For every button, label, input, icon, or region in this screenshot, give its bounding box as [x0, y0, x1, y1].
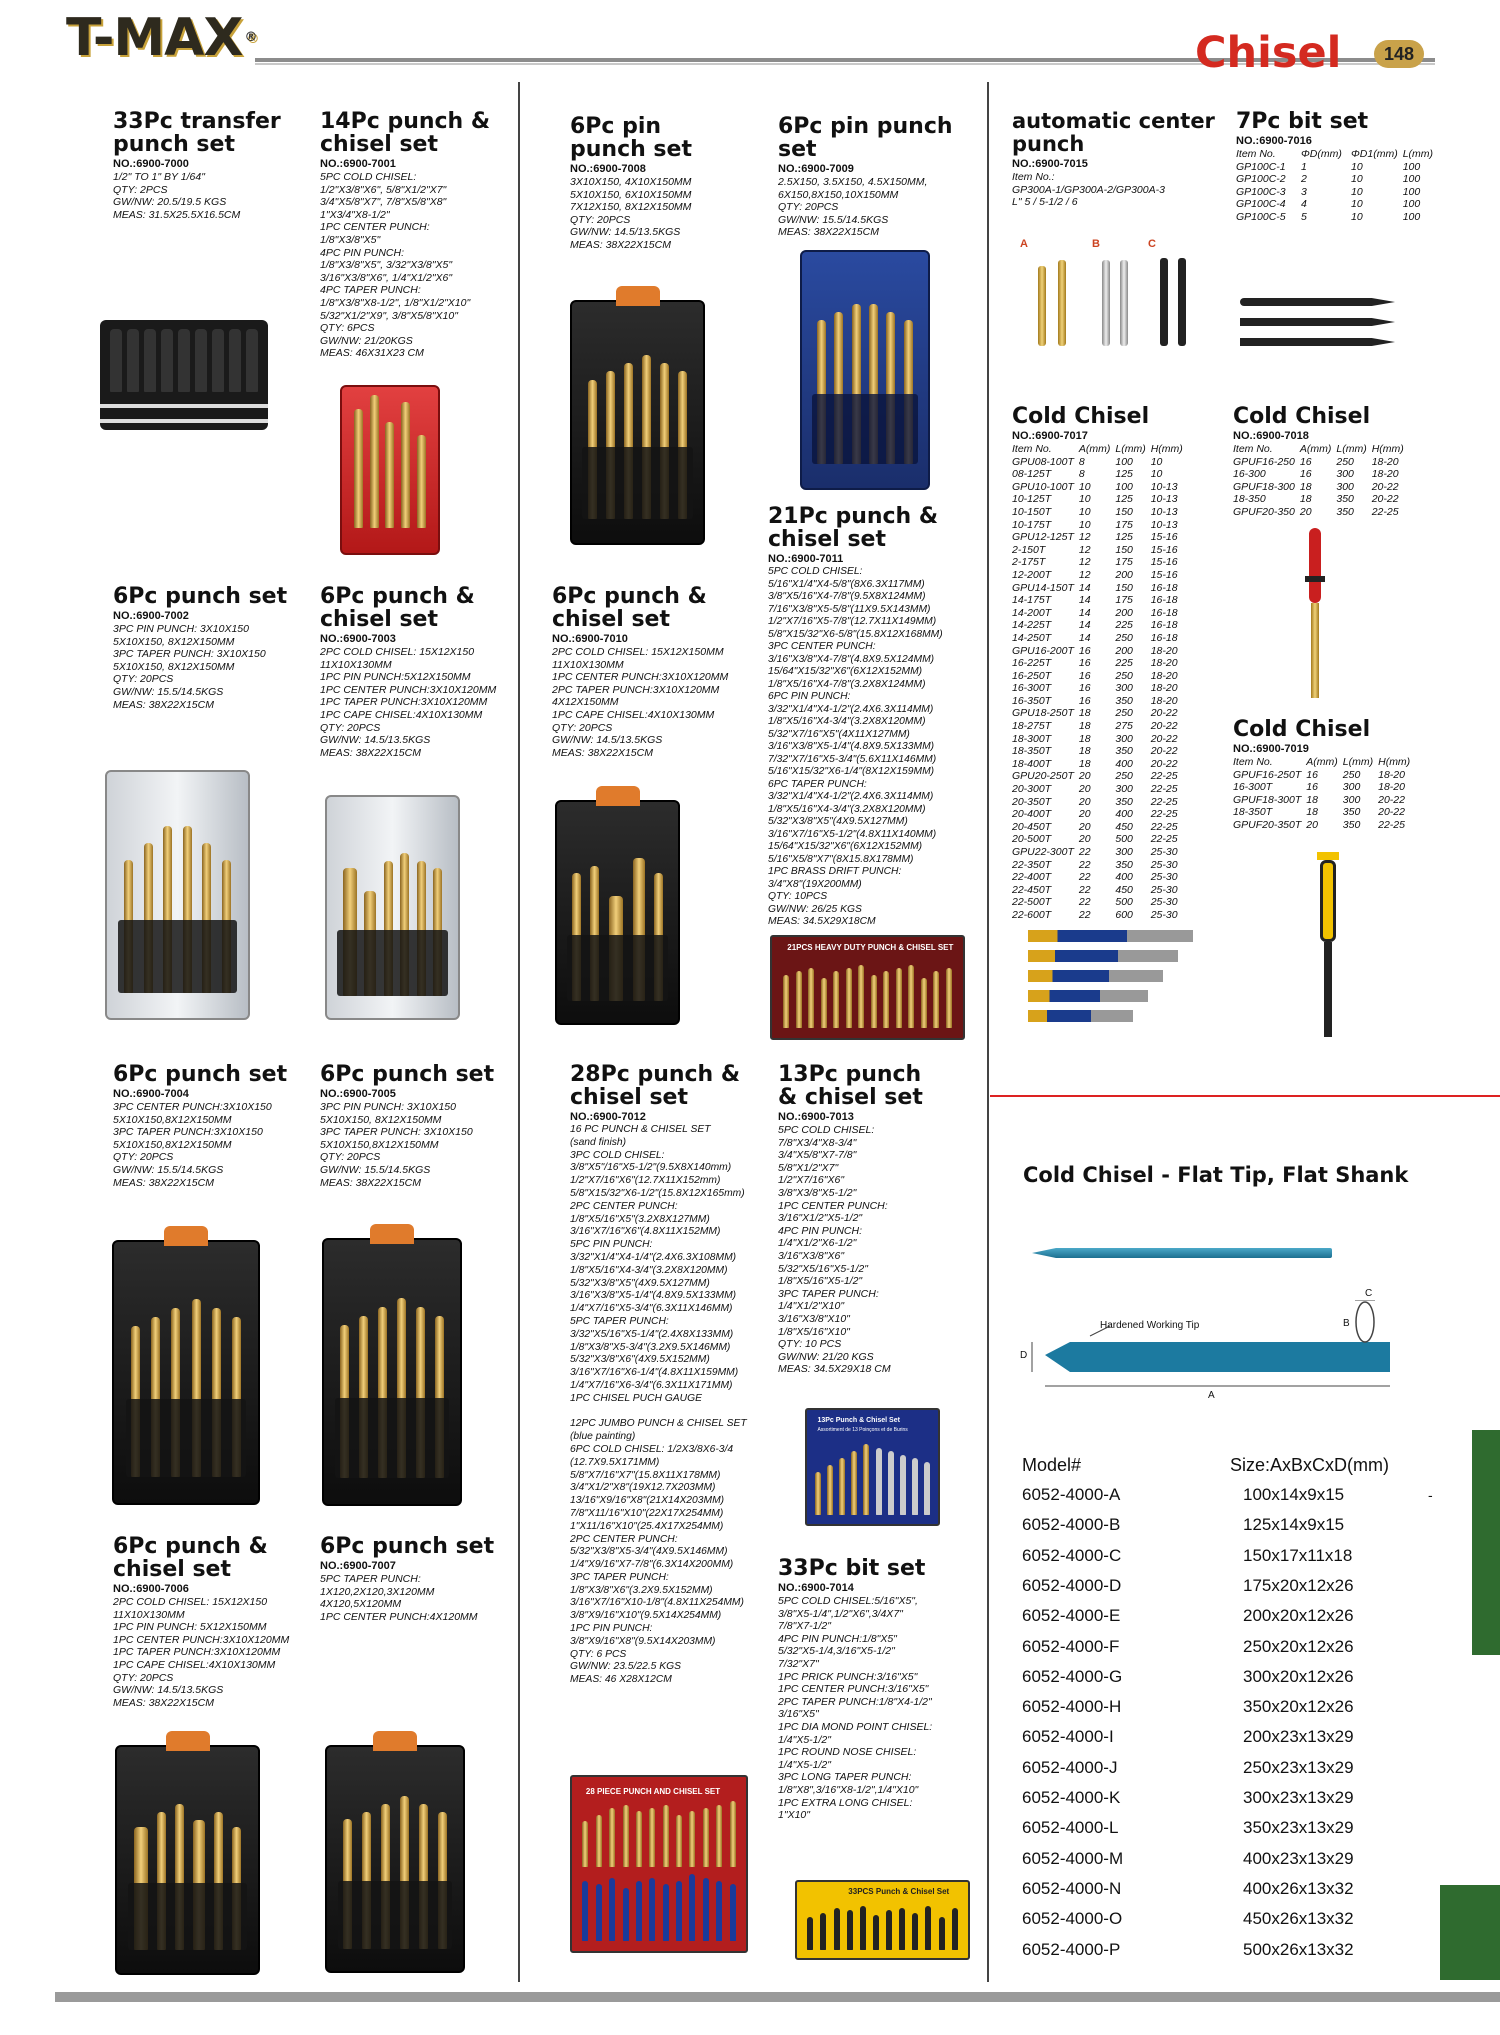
size-cell: 200x23x13x29 — [1243, 1727, 1354, 1747]
product-card — [113, 585, 313, 711]
product-card — [1236, 110, 1486, 224]
product-desc: 1/2" TO 1" BY 1/64" QTY: 2PCS GW/NW: 20.5/19.5 KGS MEAS: 31.5X25.5X16.5CM — [113, 171, 241, 221]
product-title: 13Pc punch & chisel set — [778, 1062, 923, 1110]
product-title: Cold Chisel — [1012, 404, 1150, 429]
side-tab — [1440, 1885, 1500, 1980]
product-number: NO.:6900-7003 — [320, 633, 396, 645]
product-number: NO.:6900-7006 — [113, 1583, 189, 1595]
table-row: GPU20-250T 20 250 22-25 — [1012, 770, 1178, 783]
cold-chisel-spec-table: Item No. A(mm) L(mm) H(mm) GPUF16-250 16 250 18-20 16-300 16 300 18-20 GPUF18-300 18 300 20-22 18-350 18 350 20-22 GPUF20-350 20 350 22-25 — [1233, 443, 1409, 519]
size-cell: 150x17x11x18 — [1243, 1545, 1353, 1565]
table-row: GP100C-4 4 10 100 — [1236, 198, 1421, 211]
side-tab — [1472, 1430, 1500, 1655]
product-desc: 3PC CENTER PUNCH:3X10X150 5X10X150,8X12X150MM 3PC TAPER PUNCH:3X10X150 5X10X150,8X12X150MM QTY: 20PCS GW/NW: 15.5/14.5KGS MEAS: 38X22X15CM — [113, 1101, 272, 1189]
product-title: 6Pc punch set — [113, 584, 288, 609]
product-number: NO.:6900-7019 — [1233, 743, 1309, 755]
product-title: 28Pc punch & chisel set — [570, 1062, 741, 1110]
table-row: GP100C-5 5 10 100 — [1236, 210, 1421, 223]
table-row: GP100C-2 2 10 100 — [1236, 173, 1421, 186]
flat-chisel-image — [1032, 1248, 1332, 1258]
size-cell: 350x20x12x26 — [1243, 1697, 1354, 1717]
size-header: Size:AxBxCxD(mm) — [1230, 1455, 1390, 1475]
table-row: 2-150T 12 150 15-16 — [1012, 543, 1178, 556]
table-row: 20-300T 20 300 22-25 — [1012, 783, 1178, 796]
product-title: 6Pc punch set — [320, 1534, 495, 1559]
brand-logo: T-MAX ® — [66, 8, 257, 68]
product-title: 6Pc punch & chisel set — [552, 584, 707, 632]
table-row: 22-450T 22 450 25-30 — [1012, 883, 1178, 896]
tool-roll-image: 13Pc Punch & Chisel Set Assortiment de 13 Poinçons et de Burins — [805, 1408, 940, 1526]
product-title: 7Pc bit set — [1236, 109, 1369, 134]
model-cell: 6052-4000-L — [1022, 1818, 1119, 1838]
product-card — [570, 115, 770, 252]
table-row: GPU14-150T 14 150 16-18 — [1012, 581, 1178, 594]
cold-chisel-yellow-guard-image — [1315, 852, 1341, 1037]
size-cell: 250x20x12x26 — [1243, 1636, 1354, 1656]
product-number: NO.:6900-7013 — [778, 1111, 854, 1123]
model-cell: 6052-4000-O — [1022, 1909, 1123, 1929]
table-row: 08-125T 8 125 10 — [1012, 468, 1163, 481]
product-desc: 3X10X150, 4X10X150MM 5X10X150, 6X10X150MM 7X12X150, 8X12X150MM QTY: 20PCS GW/NW: 14.5/13.5KGS MEAS: 38X22X15CM — [570, 176, 692, 251]
product-number: NO.:6900-7016 — [1236, 135, 1312, 147]
table-row: GP100C-3 3 10 100 — [1236, 185, 1421, 198]
size-cell: 450x26x13x32 — [1243, 1909, 1354, 1929]
product-card — [552, 585, 752, 759]
product-title: 33Pc bit set — [778, 1556, 926, 1581]
model-cell: 6052-4000-D — [1022, 1575, 1122, 1595]
table-row: GP100C-1 1 10 100 — [1236, 160, 1421, 173]
table-row: 10-175T 10 175 10-13 — [1012, 518, 1178, 531]
section-title: Chisel — [1195, 28, 1342, 78]
product-number: NO.:6900-7008 — [570, 163, 646, 175]
punch-black-case-image — [322, 1238, 462, 1506]
product-title: 6Pc pin punch set — [778, 114, 953, 162]
table-row: 16-225T 16 225 18-20 — [1012, 657, 1178, 670]
product-number: NO.:6900-7002 — [113, 610, 189, 622]
table-row: 18-350 18 350 20-22 — [1233, 493, 1399, 506]
product-number: NO.:6900-7005 — [320, 1088, 396, 1100]
product-card — [320, 1535, 530, 1623]
product-number: NO.:6900-7017 — [1012, 430, 1088, 442]
size-cell: 400x26x13x32 — [1243, 1878, 1354, 1898]
product-number: NO.:6900-7012 — [570, 1111, 646, 1123]
table-row: 2-175T 12 175 15-16 — [1012, 556, 1178, 569]
product-number: NO.:6900-7009 — [778, 163, 854, 175]
product-desc: 5PC TAPER PUNCH: 1X120,2X120,3X120MM 4X120,5X120MM 1PC CENTER PUNCH:4X120MM — [320, 1573, 478, 1623]
table-row: 20-450T 20 450 22-25 — [1012, 820, 1178, 833]
table-row: 10-150T 10 150 10-13 — [1012, 505, 1178, 518]
product-desc: 5PC COLD CHISEL: 1/2"X3/8"X6", 5/8"X1/2"X7" 3/4"X5/8"X7", 7/8"X5/8"X8" 1"X3/4"X8-1/2" 1PC CENTER PUNCH: 1/8"X3/8"X5" 4PC PIN PUNCH: 1/8"X3/8"X5", 3/32"X3/8"X5" 3/16"X3/8"X6", 1/4"X1/2"X6" 4PC TAPER PUNCH: 1/8"X3/8"X8-1/2", 1/8"X1/2"X10" 5/32"X1/2"X9", 3/8"X5/8"X10" QTY: 6PCS GW/NW: 21/20KGS MEAS: 46X31X23 CM — [320, 171, 471, 360]
pin-punch-black-case-image — [570, 300, 705, 545]
product-card — [778, 1557, 988, 1822]
product-number: NO.:6900-7014 — [778, 1582, 854, 1594]
size-cell: 400x23x13x29 — [1243, 1848, 1354, 1868]
model-header: Model# — [1022, 1455, 1082, 1475]
model-cell: 6052-4000-C — [1022, 1545, 1122, 1565]
cold-chisel-spec-table: Item No. A(mm) L(mm) H(mm) GPU08-100T 8 100 10 08-125T 8 125 10 GPU10-100T 10 100 10-13 10-125T 10 125 10-13 10-150T 10 150 10-13 10-175T 10 175 10-13 GPU12-125T 12 125 15-16 2-150T 12 150 15-16 2-175T 12 175 15-16 12-200T 12 200 15-16 GPU14-150T 14 150 16-18 14-175T 14 175 16-18 14-200T 14 200 16-18 14-225T 14 225 16-18 14-250T 14 250 16-18 GPU16-200T 16 200 18-20 16-225T 16 225 18-20 16-250T 16 250 18-20 16-300T 16 300 18-20 16-350T 16 350 18-20 GPU18-250T 18 250 20-22 18-275T 18 275 20-22 18-300T 18 300 20-22 18-350T 18 350 20-22 18-400T 18 400 20-22 GPU20-250T 20 250 22-25 20-300T 20 300 22-25 20-350T 20 350 22-25 20-400T 20 400 22-25 20-450T 20 450 22-25 20-500T 20 500 22-25 GPU22-300T 22 300 25-30 22-350T 22 350 25-30 22-400T 22 400 25-30 22-450T 22 450 25-30 22-500T 22 500 25-30 22-600T 22 600 25-30 — [1012, 443, 1188, 922]
product-card — [1012, 405, 1232, 922]
cold-chisel-bundle-image — [1028, 930, 1198, 1030]
product-card — [570, 1063, 780, 1687]
model-cell: 6052-4000-P — [1022, 1939, 1121, 1959]
table-row: GPUF16-250T 16 250 18-20 — [1233, 768, 1405, 781]
punch-chisel-black-case-image — [555, 800, 680, 1025]
model-cell: 6052-4000-F — [1022, 1636, 1120, 1656]
size-cell: 300x23x13x29 — [1243, 1788, 1354, 1807]
table-row: GPUF20-350T 20 350 22-25 — [1233, 818, 1405, 831]
table-row: GPU18-250T 18 250 20-22 — [1012, 707, 1178, 720]
table-row: 16-350T 16 350 18-20 — [1012, 694, 1178, 707]
table-row: 20-500T 20 500 22-25 — [1012, 833, 1178, 846]
product-number: NO.:6900-7007 — [320, 1560, 396, 1572]
product-desc: Item No.: GP300A-1/GP300A-2/GP300A-3 L" 5 / 5-1/2 / 6 — [1012, 171, 1165, 209]
transfer-punch-rack-image — [100, 320, 268, 430]
product-desc: 5PC COLD CHISEL:5/16"X5", 3/8"X5-1/4",1/2"X6",3/4X7" 7/8"X7-1/2" 4PC PIN PUNCH:1/8"X5" 5/32"X5-1/4,3/16"X5-1/2" 7/32"X7" 1PC PRICK PUNCH:3/16"X5" 1PC CENTER PUNCH:3/16"X5" 2PC TAPER PUNCH:1/8"X4-1/2" 3/16"X5" 1PC DIA MOND POINT CHISEL: 1/4"X5-1/2" 1PC ROUND NOSE CHISEL: 1/4"X5-1/2" 3PC LONG TAPER PUNCH: 1/8"X8",3/16"X8-1/2",1/4"X10" 1PC EXTRA LONG CHISEL: 1"X10" — [778, 1595, 933, 1822]
product-title: 6Pc punch & chisel set — [113, 1534, 268, 1582]
table-row: GPU16-200T 16 200 18-20 — [1012, 644, 1178, 657]
center-punch-image: A B C — [1020, 238, 1220, 358]
product-desc: 2PC COLD CHISEL: 15X12X150MM 11X10X130MM 1PC CENTER PUNCH:3X10X120MM 2PC TAPER PUNCH:3X10X120MM 4X12X150MM 1PC CAPE CHISEL:4X10X130MM QTY: 20PCS GW/NW: 14.5/13.5KGS MEAS: 38X22X15CM — [552, 646, 729, 759]
table-row: 16-250T 16 250 18-20 — [1012, 669, 1178, 682]
product-title: 6Pc punch & chisel set — [320, 584, 475, 632]
table-row: 12-200T 12 200 15-16 — [1012, 568, 1178, 581]
column-divider — [518, 82, 520, 1982]
product-desc: 5PC COLD CHISEL: 7/8"X3/4"X8-3/4" 3/4"X5/8"X7-7/8" 5/8"X1/2"X7" 1/2"X7/16"X6" 3/8"X3/8"X5-1/2" 1PC CENTER PUNCH: 3/16"X1/2"X5-1/2" 4PC PIN PUNCH: 1/4"X1/2"X6-1/2" 3/16"X3/8"X6" 5/32"X5/16"X5-1/2" 1/8"X5/16"X5-1/2" 3PC TAPER PUNCH: 1/4"X1/2"X10" 3/16"X3/8"X10" 1/8"X5/16"X10" QTY: 10 PCS GW/NW: 21/20 KGS MEAS: 34.5X29X18 CM — [778, 1124, 891, 1376]
flat-chisel-diagram: Hardened Working Tip A B C D — [1020, 1300, 1410, 1410]
table-row: 16-300 16 300 18-20 — [1233, 468, 1399, 481]
product-title: 14Pc punch & chisel set — [320, 109, 491, 157]
size-cell: 500x26x13x32 — [1243, 1939, 1354, 1959]
size-cell: 125x14x9x15 — [1243, 1515, 1345, 1535]
table-row: 18-400T 18 400 20-22 — [1012, 757, 1178, 770]
product-title: 6Pc punch set — [113, 1062, 288, 1087]
product-card — [1233, 405, 1483, 519]
product-number: NO.:6900-7001 — [320, 158, 396, 170]
tool-roll-image: 21PCS HEAVY DUTY PUNCH & CHISEL SET — [770, 935, 965, 1040]
punch-chisel-black-case-image — [115, 1745, 260, 1975]
size-cell: 175x20x12x26 — [1243, 1575, 1354, 1595]
size-cell: 200x20x12x26 — [1243, 1606, 1354, 1626]
model-cell: 6052-4000-J — [1022, 1757, 1118, 1777]
model-cell: 6052-4000-I — [1022, 1727, 1114, 1747]
table-row: 16-300T 16 300 18-20 — [1012, 682, 1178, 695]
size-cell: 300x20x12x26 — [1243, 1666, 1354, 1686]
model-cell: 6052-4000-A — [1022, 1485, 1121, 1504]
punch-grey-case-image — [105, 770, 250, 1020]
product-desc: 2PC COLD CHISEL: 15X12X150 11X10X130MM 1PC PIN PUNCH:5X12X150MM 1PC CENTER PUNCH:3X10X120MM 1PC TAPER PUNCH:3X10X120MM 1PC CAPE CHISEL:4X10X130MM QTY: 20PCS GW/NW: 14.5/13.5KGS MEAS: 38X22X15CM — [320, 646, 497, 759]
table-row: 14-250T 14 250 16-18 — [1012, 631, 1178, 644]
punch-black-case-image — [325, 1745, 465, 1973]
product-card — [113, 110, 313, 221]
model-cell: 6052-4000-N — [1022, 1878, 1122, 1898]
table-row: 18-350T 18 350 20-22 — [1012, 745, 1178, 758]
product-card — [113, 1063, 313, 1189]
size-cell: 250x23x13x29 — [1243, 1757, 1354, 1777]
product-card — [320, 585, 520, 759]
table-row: 14-175T 14 175 16-18 — [1012, 594, 1178, 607]
bit-set-image — [1240, 290, 1400, 350]
table-row: GPU08-100T 8 100 10 — [1012, 455, 1163, 468]
model-cell: 6052-4000-B — [1022, 1515, 1121, 1535]
product-desc: 2PC COLD CHISEL: 15X12X150 11X10X130MM 1PC PIN PUNCH: 5X12X150MM 1PC CENTER PUNCH:3X10X120MM 1PC TAPER PUNCH:3X10X120MM 1PC CAPE CHISEL:4X10X130MM QTY: 20PCS GW/NW: 14.5/13.5KGS MEAS: 38X22X15CM — [113, 1596, 290, 1709]
product-title: Cold Chisel — [1233, 717, 1371, 742]
table-row: GPU12-125T 12 125 15-16 — [1012, 531, 1178, 544]
model-cell: 6052-4000-G — [1022, 1666, 1123, 1686]
product-number: NO.:6900-7015 — [1012, 158, 1088, 170]
table-row: 18-300T 18 300 20-22 — [1012, 732, 1178, 745]
table-row: 22-600T 22 600 25-30 — [1012, 908, 1178, 921]
table-row: GPU22-300T 22 300 25-30 — [1012, 846, 1178, 858]
page-number: 148 — [1374, 40, 1424, 68]
product-number: NO.:6900-7011 — [768, 553, 844, 565]
footer-rule — [55, 1992, 1500, 2002]
section-divider — [990, 1095, 1500, 1097]
dash: - — [1428, 1487, 1433, 1503]
product-number: NO.:6900-7010 — [552, 633, 628, 645]
tool-roll-image: 33PCS Punch & Chisel Set — [795, 1880, 970, 1960]
product-title: 33Pc transfer punch set — [113, 109, 281, 157]
punch-chisel-grey-case-image — [325, 795, 460, 1020]
table-row: 10-125T 10 125 10-13 — [1012, 493, 1178, 506]
product-title: Cold Chisel — [1233, 404, 1371, 429]
product-title: 6Pc pin punch set — [570, 114, 692, 162]
product-card — [778, 1063, 988, 1376]
table-row: 18-350T 18 350 20-22 — [1233, 806, 1405, 819]
size-cell: 100x14x9x15 — [1243, 1485, 1345, 1504]
model-cell: 6052-4000-H — [1022, 1697, 1122, 1717]
table-row: 18-275T 18 275 20-22 — [1012, 720, 1178, 733]
product-card — [1233, 718, 1483, 832]
product-desc: 3PC PIN PUNCH: 3X10X150 5X10X150, 8X12X150MM 3PC TAPER PUNCH: 3X10X150 5X10X150,8X12X150MM QTY: 20PCS GW/NW: 15.5/14.5KGS MEAS: 38X22X15CM — [320, 1101, 473, 1189]
product-card — [320, 110, 520, 360]
product-number: NO.:6900-7018 — [1233, 430, 1309, 442]
table-row: 16-300T 16 300 18-20 — [1233, 781, 1405, 794]
product-desc: 5PC COLD CHISEL: 5/16"X1/4"X4-5/8"(8X6.3X117MM) 3/8"X5/16"X4-7/8"(9.5X8X124MM) 7/16"X3/8"X5-5/8"(11X9.5X143MM) 1/2"X7/16"X5-7/8"(12.7X11X149MM) 5/8"X15/32"X6-5/8"(15.8X12X168MM) 3PC CENTER PUNCH: 3/16"X3/8"X4-7/8"(4.8X9.5X124MM) 15/64"X15/32"X6"(6X12X152MM) 1/8"X5/16"X4-7/8"(3.2X8X124MM) 6PC PIN PUNCH: 3/32"X1/4"X4-1/2"(2.4X6.3X114MM) 1/8"X5/16"X4-3/4"(3.2X8X120MM) 5/32"X7/16"X5"(4X11X127MM) 3/16"X3/8"X5-1/4"(4.8X9.5X133MM) 7/32"X7/16"X5-3/4"(5.6X11X146MM) 5/16"X15/32"X6-1/4"(8X12X159MM) 6PC TAPER PUNCH: 3/32"X1/4"X4-1/2"(2.4X6.3X114MM) 1/8"X5/16"X4-3/4"(3.2X8X120MM) 5/32"X3/8"X5"(4X9.5X127MM) 3/16"X7/16"X5-1/2"(4.8X11X140MM) 15/64"X15/32"X6"(6X12X152MM) 5/16"X5/8"X7"(8X15.8X178MM) 1PC BRASS DRIFT PUNCH: 3/4"X8"(19X200MM) QTY: 10PCS GW/NW: 26/25 KGS MEAS: 34.5X29X18CM — [768, 566, 943, 927]
product-card — [768, 505, 986, 929]
product-card — [778, 115, 988, 239]
product-title: 21Pc punch & chisel set — [768, 504, 939, 552]
table-row: 22-400T 22 400 25-30 — [1012, 871, 1178, 884]
table-row: GPUF16-250 16 250 18-20 — [1233, 455, 1399, 468]
model-cell: 6052-4000-E — [1022, 1606, 1121, 1626]
table-row: 14-225T 14 225 16-18 — [1012, 619, 1178, 632]
punch-chisel-red-stand-image — [340, 385, 440, 555]
table-row: 22-500T 22 500 25-30 — [1012, 896, 1178, 909]
table-row: 20-400T 20 400 22-25 — [1012, 808, 1178, 821]
cold-chisel-spec-table: Item No. A(mm) L(mm) H(mm) GPUF16-250T 16 250 18-20 16-300T 16 300 18-20 GPUF18-300T 18 300 20-22 18-350T 18 350 20-22 GPUF20-350T 20 350 22-25 — [1233, 756, 1415, 832]
table-row: GPU10-100T 10 100 10-13 — [1012, 480, 1178, 493]
model-cell: 6052-4000-M — [1022, 1848, 1124, 1868]
table-row: GPUF18-300T 18 300 20-22 — [1233, 793, 1405, 806]
bit-spec-table: Item No. ΦD(mm) ΦD1(mm) L(mm) GP100C-1 1 10 100 GP100C-2 2 10 100 GP100C-3 3 10 100 GP100C-4 4 10 100 GP100C-5 5 10 100 — [1236, 148, 1438, 224]
punch-black-case-image — [112, 1240, 260, 1505]
table-row: 20-350T 20 350 22-25 — [1012, 795, 1178, 808]
product-card — [320, 1063, 520, 1189]
product-desc: 2.5X150, 3.5X150, 4.5X150MM, 6X150,8X150,10X150MM QTY: 20PCS GW/NW: 15.5/14.5KGS MEAS: 38X22X15CM — [778, 176, 928, 239]
tool-roll-image: 28 PIECE PUNCH AND CHISEL SET — [570, 1775, 748, 1953]
product-title: automatic center punch — [1012, 109, 1215, 156]
model-cell: 6052-4000-K — [1022, 1788, 1121, 1807]
size-cell: 350x23x13x29 — [1243, 1818, 1354, 1838]
table-row: 14-200T 14 200 16-18 — [1012, 606, 1178, 619]
product-number: NO.:6900-7004 — [113, 1088, 189, 1100]
flat-chisel-title: Cold Chisel - Flat Tip, Flat Shank — [1023, 1163, 1409, 1187]
product-card — [1012, 110, 1222, 209]
table-row: GPUF18-300 18 300 20-22 — [1233, 480, 1399, 493]
product-number: NO.:6900-7000 — [113, 158, 189, 170]
table-row: GPUF20-350 20 350 22-25 — [1233, 505, 1399, 518]
pin-punch-blue-case-image — [800, 250, 930, 490]
product-title: 6Pc punch set — [320, 1062, 495, 1087]
product-desc: 16 PC PUNCH & CHISEL SET (sand finish) 3PC COLD CHISEL: 3/8"X5"/16"X5-1/2"(9.5X8X140mm) 1/2"X7/16"X6"(12.7X11X152mm) 5/8"X15/32"X6-1/2"(15.8X12X165mm) 2PC CENTER PUNCH: 1/8"X5/16"X5"(3.2X8X127MM) 3/16"X7/16"X6"(4.8X11X152MM) 5PC PIN PUNCH: 3/32"X1/4"X4-1/4"(2.4X6.3X108MM) 1/8"X5/16"X4-3/4"(3.2X8X120MM) 5/32"X3/8"X5"(4X9.5X127MM) 3/16"X3/8"X5-1/4"(4.8X9.5X133MM) 1/4"X7/16"X5-3/4"(6.3X11X146MM) 5PC TAPER PUNCH: 3/32"X5/16"X5-1/4"(2.4X8X133MM) 1/8"X3/8"X5-3/4"(3.2X9.5X146MM) 5/32"X3/8"X6"(4X9.5X152MM) 3/16"X7/16"X6-1/4"(4.8X11X159MM) 1/4"X7/16"X6-3/4"(6.3X11X171MM) 1PC CHISEL PUCH GAUGE 12PC JUMBO PUNCH & CHISEL SET (blue painting) 6PC COLD CHISEL: 1/2X3/8X6-3/4 (12.7X9.5X171MM) 5/8"X7/16"X7"(15.8X11X178MM) 3/4"X1/2"X8"(19X12.7X203MM) 13/16"X9/16"X8"(21X14X203MM) 7/8"X11/16"X10"(22X17X254MM) 1"X11/16"X10"(25.4X17X254MM) 2PC CENTER PUNCH: 5/32"X3/8"X5-3/4"(4X9.5X146MM) 1/4"X9/16"X7-7/8"(6.3X14X200MM) 3PC TAPER PUNCH: 1/8"X3/8"X6"(3.2X9.5X152MM) 3/16"X7/16"X10-1/8"(4.8X11X254MM) 3/8"X9/16"X10"(9.5X14X254MM) 1PC PIN PUNCH: 3/8"X9/16"X8"(9.5X14X203MM) QTY: 6 PCS GW/NW: 23.5/22.5 KGS MEAS: 46 X28X12CM — [570, 1124, 747, 1686]
product-desc: 3PC PIN PUNCH: 3X10X150 5X10X150, 8X12X150MM 3PC TAPER PUNCH: 3X10X150 5X10X150, 8X12X150MM QTY: 20PCS GW/NW: 15.5/14.5KGS MEAS: 38X22X15CM — [113, 623, 266, 711]
product-card — [113, 1535, 323, 1709]
table-row: 22-350T 22 350 25-30 — [1012, 858, 1178, 871]
cold-chisel-guard-image — [1305, 528, 1325, 698]
